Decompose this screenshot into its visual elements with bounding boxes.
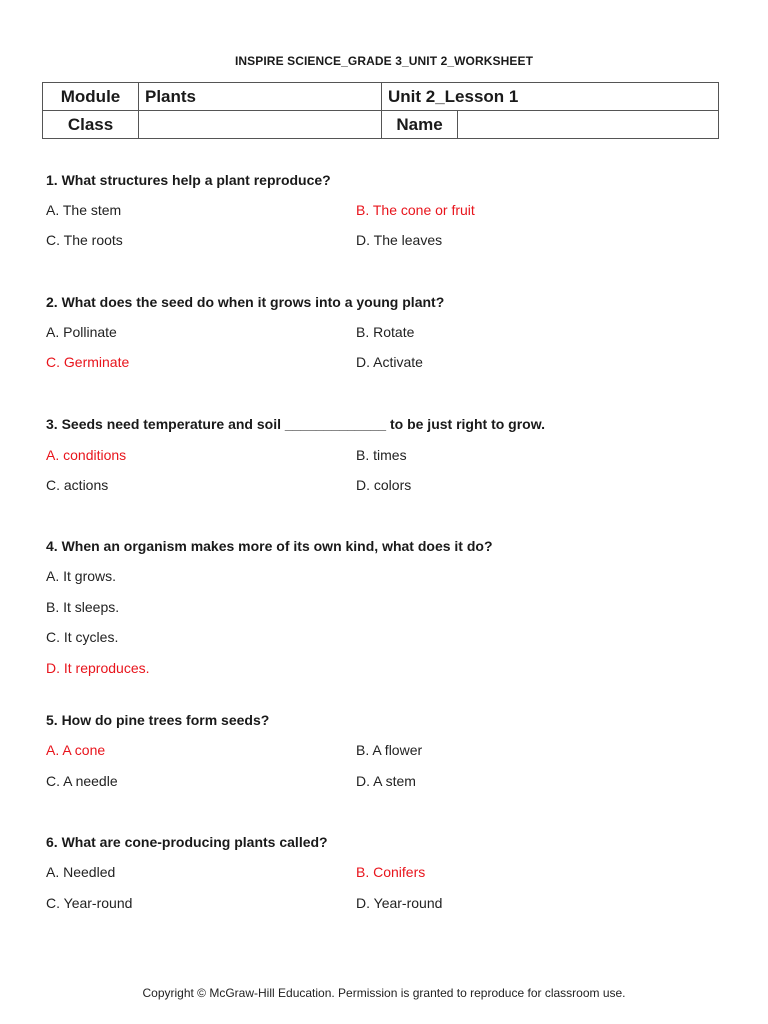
q3-option-d[interactable]: D. colors	[356, 477, 412, 493]
question-3: 3. Seeds need temperature and soil _____________ to be just right to grow.	[46, 416, 545, 432]
q3-option-a[interactable]: A. conditions	[46, 447, 127, 463]
info-table	[42, 82, 719, 139]
name-field[interactable]	[458, 111, 719, 139]
q1-option-a[interactable]: A. The stem	[46, 202, 122, 218]
unit-value: Unit 2_Lesson 1	[382, 83, 719, 111]
q2-option-d[interactable]: D. Activate	[356, 354, 423, 370]
q5-option-d[interactable]: D. A stem	[356, 773, 416, 789]
class-label: Class	[43, 111, 139, 139]
q2-option-b[interactable]: B. Rotate	[356, 324, 415, 340]
q2-option-c[interactable]: C. Germinate	[46, 354, 130, 370]
q4-option-b[interactable]: B. It sleeps.	[46, 599, 120, 615]
q6-option-d[interactable]: D. Year-round	[356, 895, 443, 911]
question-4: 4. When an organism makes more of its own kind, what does it do?	[46, 538, 493, 554]
q4-option-c[interactable]: C. It cycles.	[46, 629, 119, 645]
q3-option-c[interactable]: C. actions	[46, 477, 109, 493]
q5-option-c[interactable]: C. A needle	[46, 773, 118, 789]
q1-option-d[interactable]: D. The leaves	[356, 232, 443, 248]
q6-option-b[interactable]: B. Conifers	[356, 864, 426, 880]
module-label: Module	[43, 83, 139, 111]
module-value: Plants	[139, 83, 382, 111]
worksheet-title: INSPIRE SCIENCE_GRADE 3_UNIT 2_WORKSHEET	[234, 54, 534, 68]
q3-option-b[interactable]: B. times	[356, 447, 407, 463]
class-field[interactable]	[139, 111, 382, 139]
q5-option-a[interactable]: A. A cone	[46, 742, 106, 758]
q6-option-a[interactable]: A. Needled	[46, 864, 116, 880]
q5-option-b[interactable]: B. A flower	[356, 742, 423, 758]
q4-option-a[interactable]: A. It grows.	[46, 568, 117, 584]
q6-option-c[interactable]: C. Year-round	[46, 895, 133, 911]
question-5: 5. How do pine trees form seeds?	[46, 712, 270, 728]
copyright-footer: Copyright © McGraw-Hill Education. Permission is granted to reproduce for classroom use.	[142, 986, 626, 1000]
question-2: 2. What does the seed do when it grows into a young plant?	[46, 294, 445, 310]
name-label: Name	[382, 111, 458, 139]
q2-option-a[interactable]: A. Pollinate	[46, 324, 117, 340]
q1-option-c[interactable]: C. The roots	[46, 232, 123, 248]
question-6: 6. What are cone-producing plants called?	[46, 834, 328, 850]
q1-option-b[interactable]: B. The cone or fruit	[356, 202, 475, 218]
q4-option-d[interactable]: D. It reproduces.	[46, 660, 150, 676]
question-1: 1. What structures help a plant reproduce?	[46, 172, 331, 188]
